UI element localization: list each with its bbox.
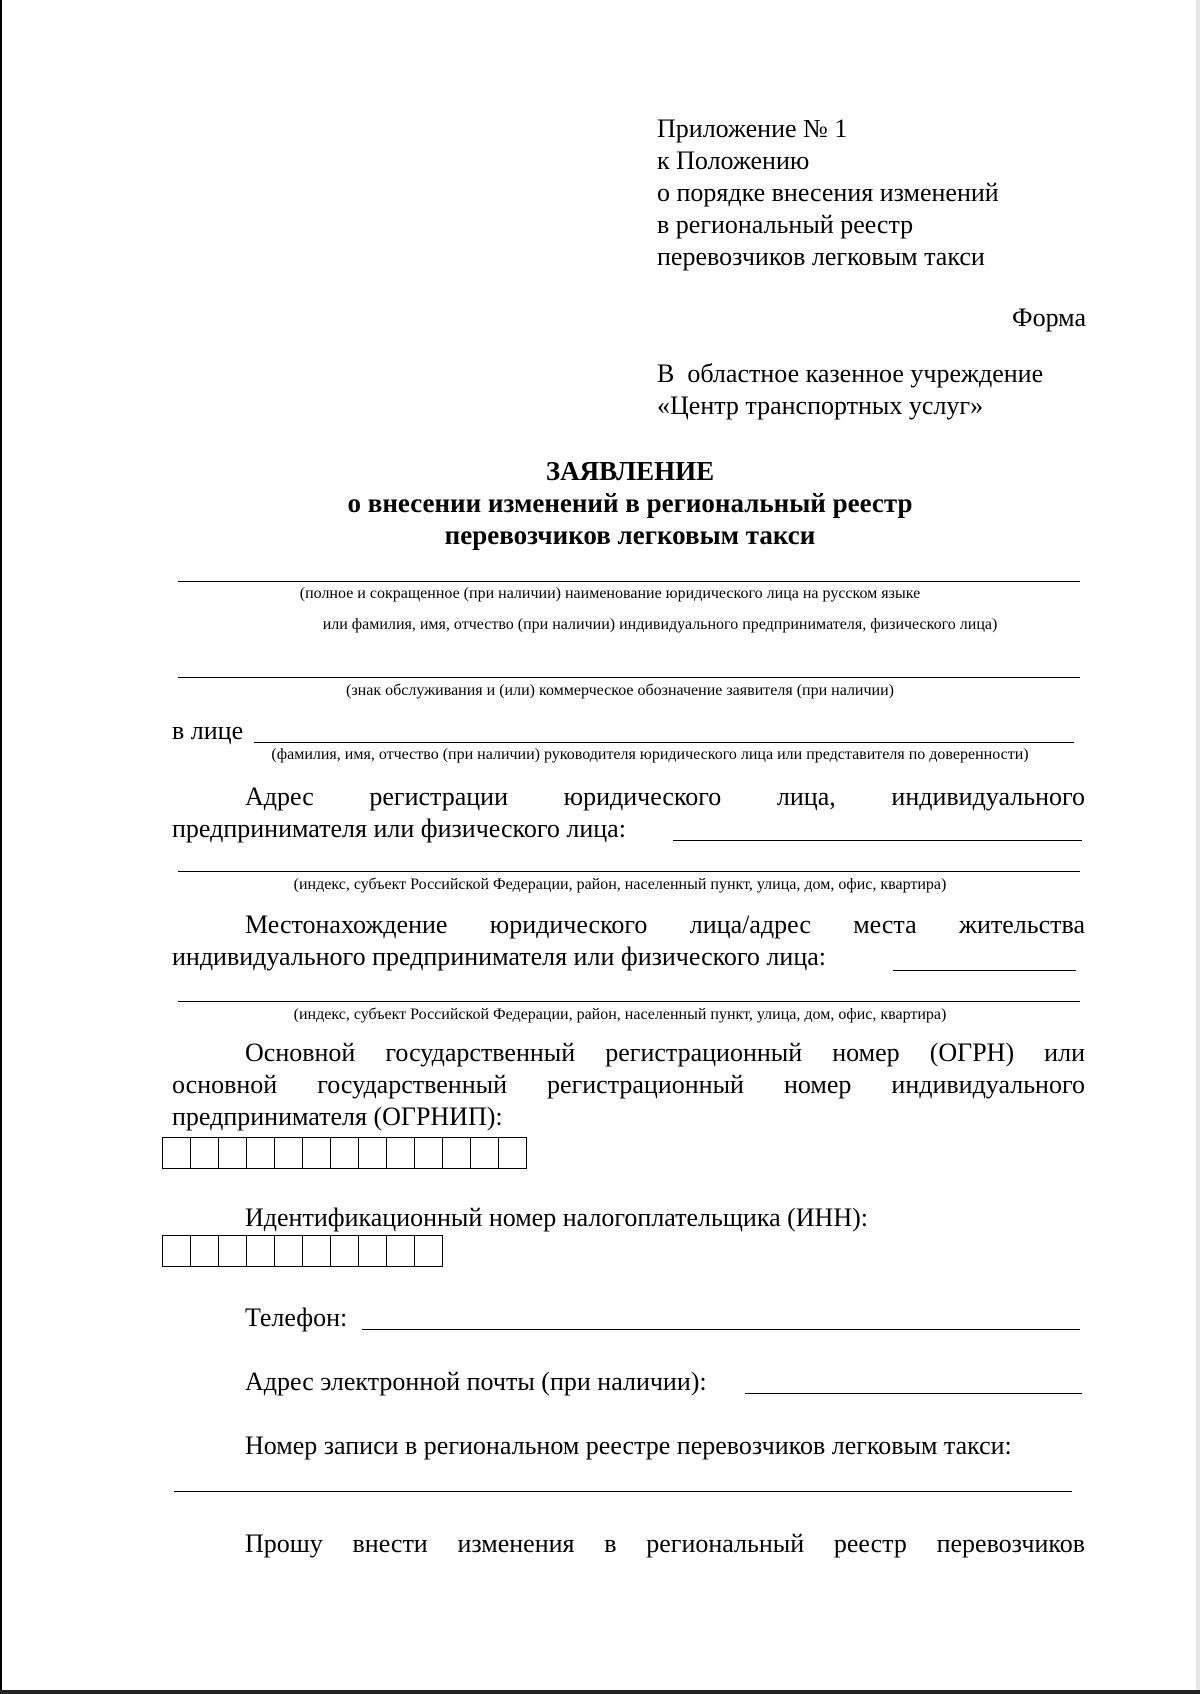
title-sub-2: перевозчиков легковым такси bbox=[444, 520, 816, 550]
inn-label: Идентификационный номер налогоплательщика (ИНН): bbox=[245, 1203, 868, 1232]
scan-edge-bottom bbox=[0, 1690, 1200, 1694]
location-line-2: индивидуального предпринимателя или физического лица: bbox=[172, 942, 826, 971]
inn-cell[interactable] bbox=[387, 1236, 415, 1266]
email-label: Адрес электронной почты (при наличии): bbox=[245, 1367, 707, 1396]
addressee bbox=[657, 358, 1097, 422]
ogrn-cell[interactable] bbox=[275, 1138, 303, 1168]
ogrn-cells[interactable] bbox=[162, 1137, 527, 1169]
location-caption: (индекс, субъект Российской Федерации, район, населенный пункт, улица, дом, офис, квартира) bbox=[293, 1006, 947, 1023]
inn-cell[interactable] bbox=[303, 1236, 331, 1266]
title-sub-1: о внесении изменений в региональный реестр bbox=[347, 488, 913, 518]
ogrn-cell[interactable] bbox=[359, 1138, 387, 1168]
appendix-line-1: Приложение № 1 bbox=[657, 114, 848, 143]
ogrn-cell[interactable] bbox=[303, 1138, 331, 1168]
appendix-line-5: перевозчиков легковым такси bbox=[657, 242, 985, 271]
inn-cell[interactable] bbox=[219, 1236, 247, 1266]
reg-address-caption: (индекс, субъект Российской Федерации, район, населенный пункт, улица, дом, офис, квартира) bbox=[293, 876, 947, 893]
ogrn-cell[interactable] bbox=[163, 1138, 191, 1168]
ogrn-line-1: Основной государственный регистрационный номер (ОГРН) или bbox=[245, 1038, 1085, 1067]
inn-cell[interactable] bbox=[359, 1236, 387, 1266]
title-main: ЗАЯВЛЕНИЕ bbox=[545, 456, 715, 486]
registry-label: Номер записи в региональном реестре перевозчиков легковым такси: bbox=[245, 1431, 1012, 1460]
reg-address-inline-line[interactable] bbox=[673, 840, 1082, 841]
ogrn-cell[interactable] bbox=[219, 1138, 247, 1168]
applicant-name-line[interactable] bbox=[178, 581, 1080, 582]
appendix-line-2: к Положению bbox=[657, 146, 810, 175]
inn-cell[interactable] bbox=[163, 1236, 191, 1266]
inn-cell[interactable] bbox=[331, 1236, 359, 1266]
inn-cells[interactable] bbox=[162, 1235, 443, 1267]
document-title bbox=[190, 455, 1070, 551]
addressee-line-1: В областное казенное учреждение bbox=[657, 359, 1044, 388]
scan-edge-right bbox=[1196, 0, 1200, 1694]
brand-line[interactable] bbox=[178, 677, 1080, 678]
ogrn-cell[interactable] bbox=[387, 1138, 415, 1168]
brand-caption: (знак обслуживания и (или) коммерческое обозначение заявителя (при наличии) bbox=[346, 682, 894, 699]
reg-address-line-2: предпринимателя или физического лица: bbox=[172, 814, 626, 843]
applicant-name-caption-1: (полное и сокращенное (при наличии) наименование юридического лица на русском языке bbox=[299, 585, 921, 602]
phone-line[interactable] bbox=[362, 1329, 1080, 1330]
inn-cell[interactable] bbox=[191, 1236, 219, 1266]
ogrn-cell[interactable] bbox=[499, 1138, 527, 1168]
appendix-line-4: в региональный реестр bbox=[657, 210, 914, 239]
phone-label: Телефон: bbox=[245, 1303, 348, 1332]
inn-cell[interactable] bbox=[415, 1236, 443, 1266]
applicant-name-caption-2: или фамилия, имя, отчество (при наличии) индивидуального предпринимателя, физического лица) bbox=[322, 616, 998, 633]
ogrn-cell[interactable] bbox=[471, 1138, 499, 1168]
registry-line[interactable] bbox=[174, 1491, 1072, 1492]
location-inline-line[interactable] bbox=[893, 970, 1076, 971]
location-line[interactable] bbox=[178, 1001, 1080, 1002]
reg-address-line[interactable] bbox=[178, 871, 1080, 872]
ogrn-line-2: основной государственный регистрационный номер индивидуального bbox=[172, 1070, 1085, 1099]
addressee-line-2: «Центр транспортных услуг» bbox=[657, 391, 984, 420]
representative-line[interactable] bbox=[254, 742, 1074, 743]
ogrn-cell[interactable] bbox=[415, 1138, 443, 1168]
request-line: Прошу внести изменения в региональный реестр перевозчиков bbox=[245, 1529, 1085, 1558]
location-line-1: Местонахождение юридического лица/адрес места жительства bbox=[245, 910, 1085, 939]
reg-address-line-1: Адрес регистрации юридического лица, индивидуального bbox=[245, 782, 1085, 811]
ogrn-cell[interactable] bbox=[247, 1138, 275, 1168]
appendix-header bbox=[657, 113, 1087, 273]
email-line[interactable] bbox=[745, 1393, 1082, 1394]
inn-cell[interactable] bbox=[275, 1236, 303, 1266]
appendix-line-3: о порядке внесения изменений bbox=[657, 178, 999, 207]
ogrn-cell[interactable] bbox=[443, 1138, 471, 1168]
form-label: Форма bbox=[1012, 303, 1086, 332]
representative-caption: (фамилия, имя, отчество (при наличии) руководителя юридического лица или представителя по доверенности) bbox=[271, 746, 1029, 763]
ogrn-cell[interactable] bbox=[191, 1138, 219, 1168]
ogrn-line-3: предпринимателя (ОГРНИП): bbox=[172, 1102, 503, 1131]
representative-label: в лице bbox=[172, 716, 244, 745]
ogrn-cell[interactable] bbox=[331, 1138, 359, 1168]
scan-edge-left bbox=[0, 0, 2, 1694]
inn-cell[interactable] bbox=[247, 1236, 275, 1266]
